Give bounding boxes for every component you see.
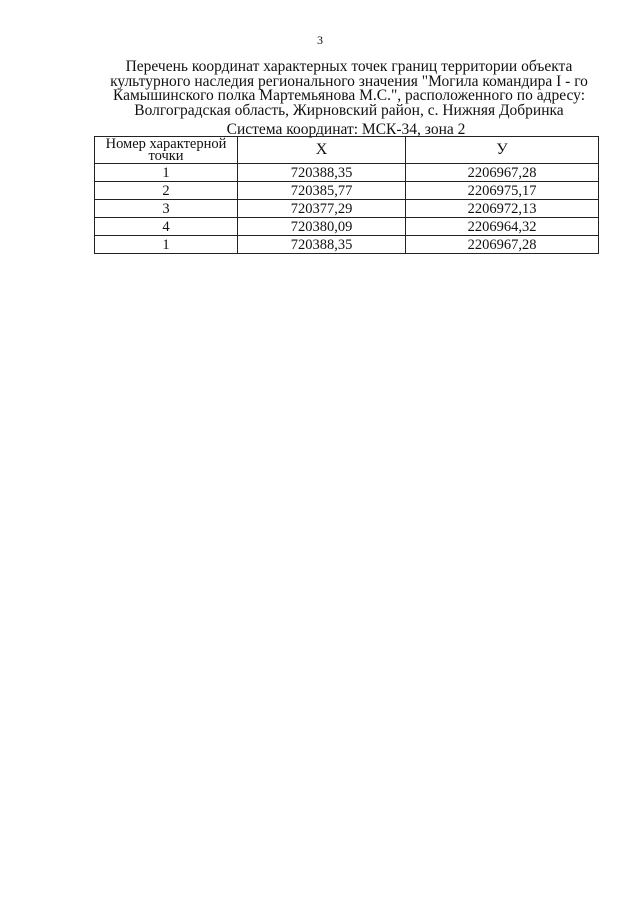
coordinates-table [94, 136, 599, 254]
y-cell: 2206975,17 [406, 182, 599, 200]
point-cell: 1 [95, 164, 238, 182]
table-row [95, 164, 599, 182]
header-x: X [238, 137, 406, 164]
header-point-number-line2: точки [148, 148, 184, 164]
header-point-number [95, 137, 238, 164]
heading-line: Камышинского полка Мартемьянова М.С.", расположенного по адресу: [112, 87, 586, 104]
heading-line: культурного наследия регионального значения "Могила командира I - го [110, 72, 588, 90]
page-number: 3 [317, 33, 323, 47]
coordinate-system-caption: Система координат: МСК-34, зона 2 [226, 121, 466, 138]
table-row [95, 218, 599, 236]
point-cell: 4 [95, 218, 238, 236]
y-cell: 2206967,28 [406, 164, 599, 182]
x-cell: 720380,09 [238, 218, 406, 236]
table-header-row [95, 137, 599, 164]
table-row [95, 200, 599, 218]
document-heading [90, 60, 608, 118]
heading-line: Волгоградская область, Жирновский район, с. Нижняя Добринка [134, 101, 564, 119]
heading-line: Перечень координат характерных точек границ территории объекта [125, 58, 573, 75]
point-cell: 1 [95, 236, 238, 254]
header-y: У [406, 137, 599, 164]
point-cell: 3 [95, 200, 238, 218]
point-cell: 2 [95, 182, 238, 200]
y-cell: 2206972,13 [406, 200, 599, 218]
header-point-number-line1: Номер характерной [105, 136, 227, 152]
y-cell: 2206967,28 [406, 236, 599, 254]
x-cell: 720388,35 [238, 164, 406, 182]
table-row [95, 236, 599, 254]
x-cell: 720385,77 [238, 182, 406, 200]
x-cell: 720388,35 [238, 236, 406, 254]
table-row [95, 182, 599, 200]
x-cell: 720377,29 [238, 200, 406, 218]
y-cell: 2206964,32 [406, 218, 599, 236]
